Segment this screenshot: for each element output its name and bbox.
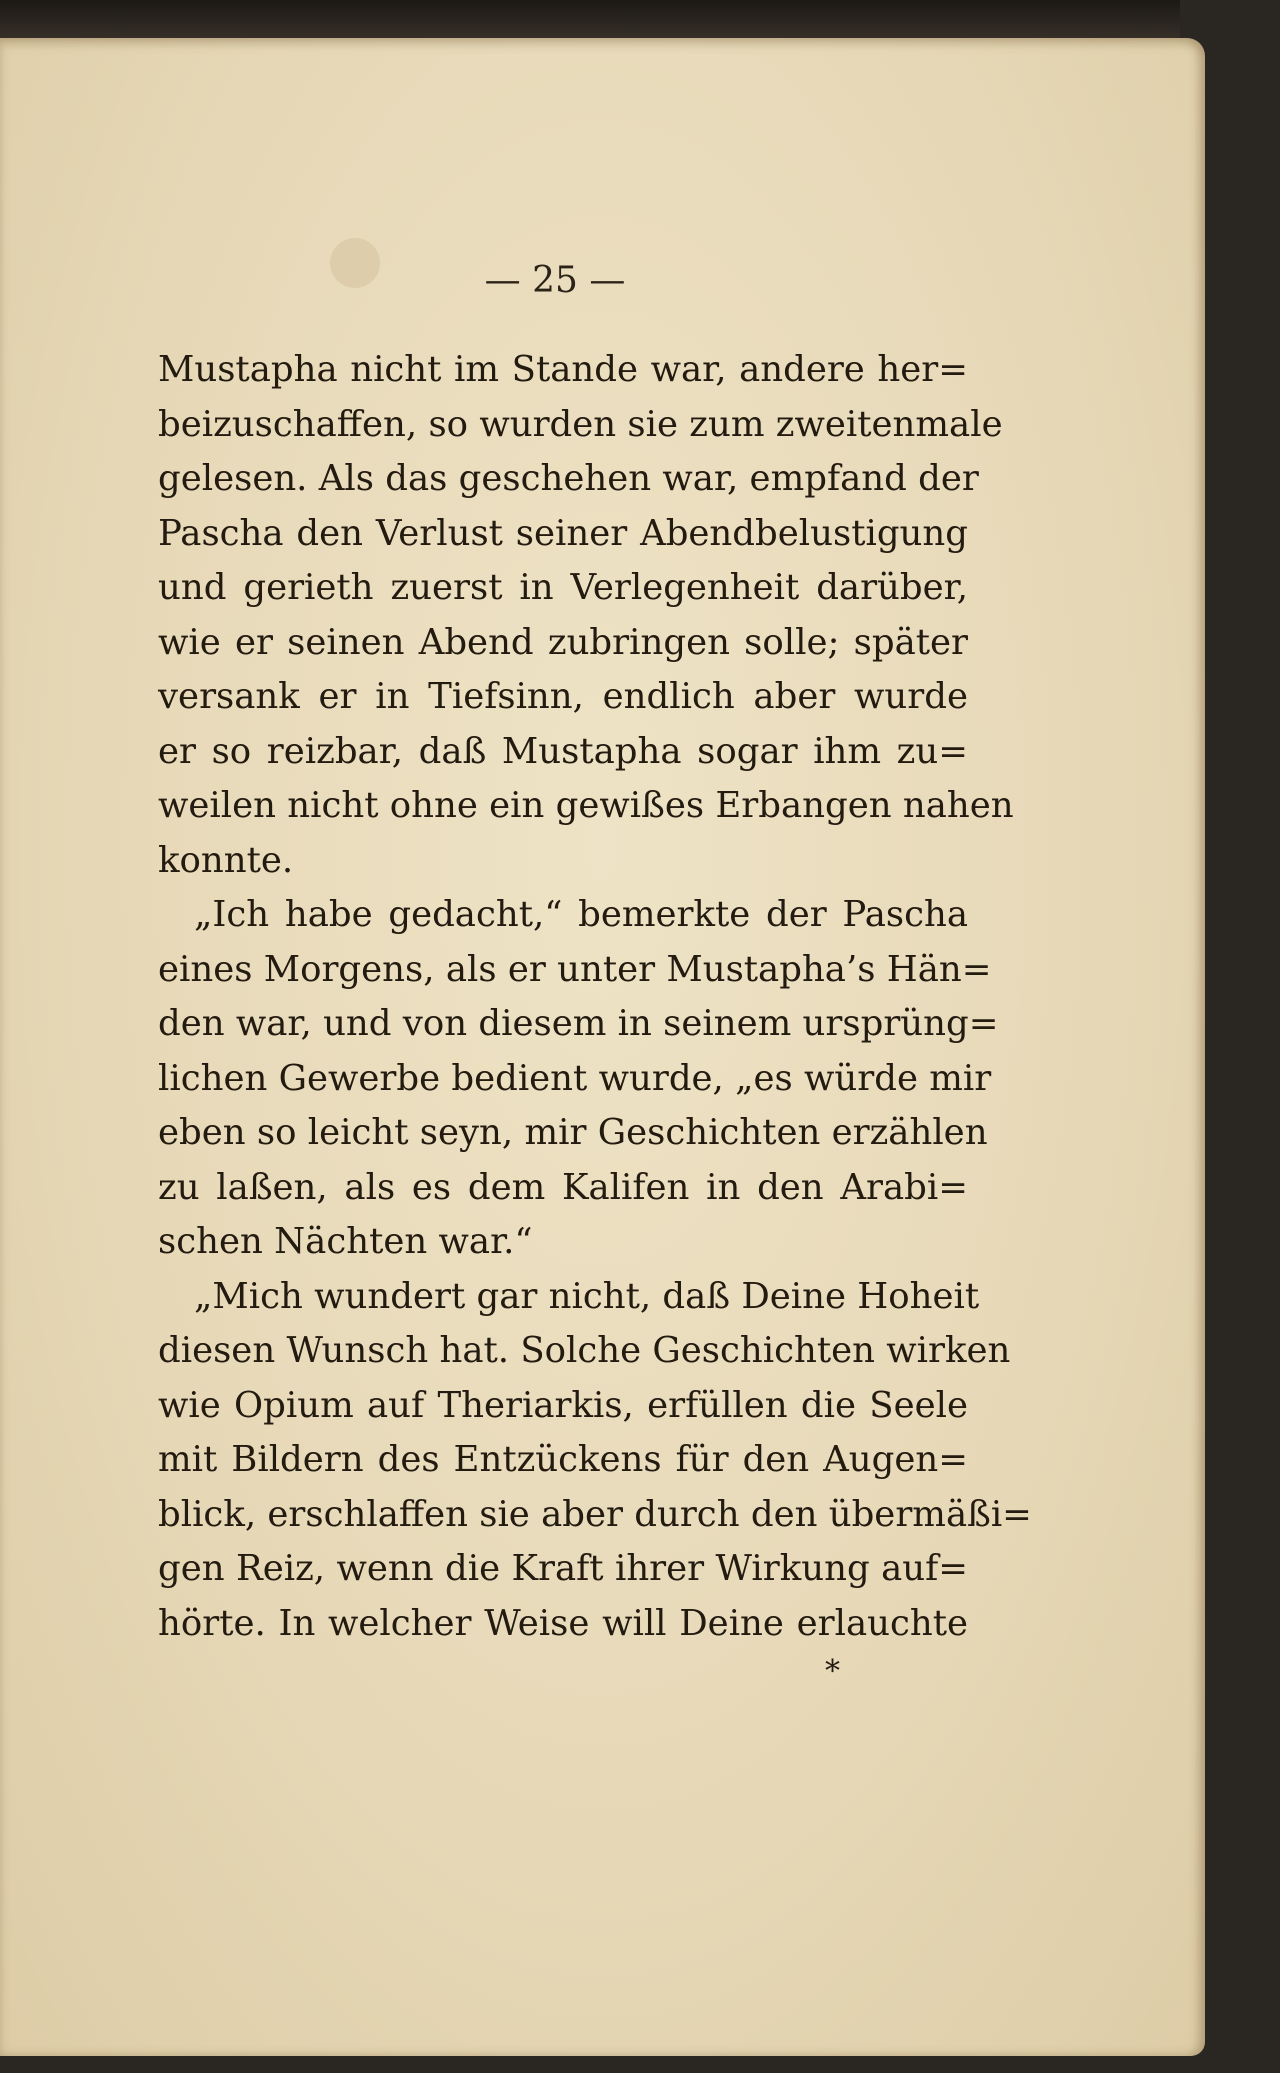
text-line: diesen Wunsch hat. Solche Geschichten wirken <box>158 1330 1011 1371</box>
text-line: eines Morgens, als er unter Mustapha’s Hän= <box>158 948 992 990</box>
text-line: beizuschaffen, so wurden sie zum zweitenmale <box>158 403 1003 445</box>
signature-mark: * <box>825 1654 840 1689</box>
text-line: „Ich habe gedacht,“ bemerkte der Pascha <box>194 894 968 935</box>
text-line: weilen nicht ohne ein gewißes Erbangen nahen <box>158 785 1014 826</box>
page-number: — 25 — <box>484 260 626 301</box>
text-line: wie Opium auf Theriarkis, erfüllen die Seele <box>158 1384 968 1426</box>
text-line: wie er seinen Abend zubringen solle; später <box>158 621 968 663</box>
text-line: gelesen. Als das geschehen war, empfand der <box>158 458 979 499</box>
text-line: versank er in Tiefsinn, endlich aber wurde <box>158 676 968 717</box>
text-line: konnte. <box>158 839 294 881</box>
text-line: zu laßen, als es dem Kalifen in den Arabi= <box>158 1166 968 1208</box>
text-line: hörte. In welcher Weise will Deine erlauchte <box>158 1602 968 1644</box>
text-line: er so reizbar, daß Mustapha sogar ihm zu= <box>158 730 968 772</box>
text-line: und gerieth zuerst in Verlegenheit darüber, <box>158 567 968 608</box>
book-page <box>0 38 1205 2056</box>
text-line: den war, und von diesem in seinem ursprüng= <box>158 1003 999 1044</box>
text-line: schen Nächten war.“ <box>158 1221 533 1262</box>
text-line: mit Bildern des Entzückens für den Augen= <box>158 1439 968 1480</box>
text-line: eben so leicht seyn, mir Geschichten erzählen <box>158 1112 988 1153</box>
text-line: Mustapha nicht im Stande war, andere her= <box>158 349 968 390</box>
text-line: „Mich wundert gar nicht, daß Deine Hoheit <box>194 1275 980 1317</box>
body-text <box>158 343 1032 1651</box>
text-line: lichen Gewerbe bedient wurde, „es würde mir <box>158 1057 992 1099</box>
text-line: Pascha den Verlust seiner Abendbelustigung <box>158 512 968 554</box>
text-line: blick, erschlaffen sie aber durch den übermäßi= <box>158 1493 1032 1535</box>
text-line: gen Reiz, wenn die Kraft ihrer Wirkung auf= <box>158 1548 968 1589</box>
